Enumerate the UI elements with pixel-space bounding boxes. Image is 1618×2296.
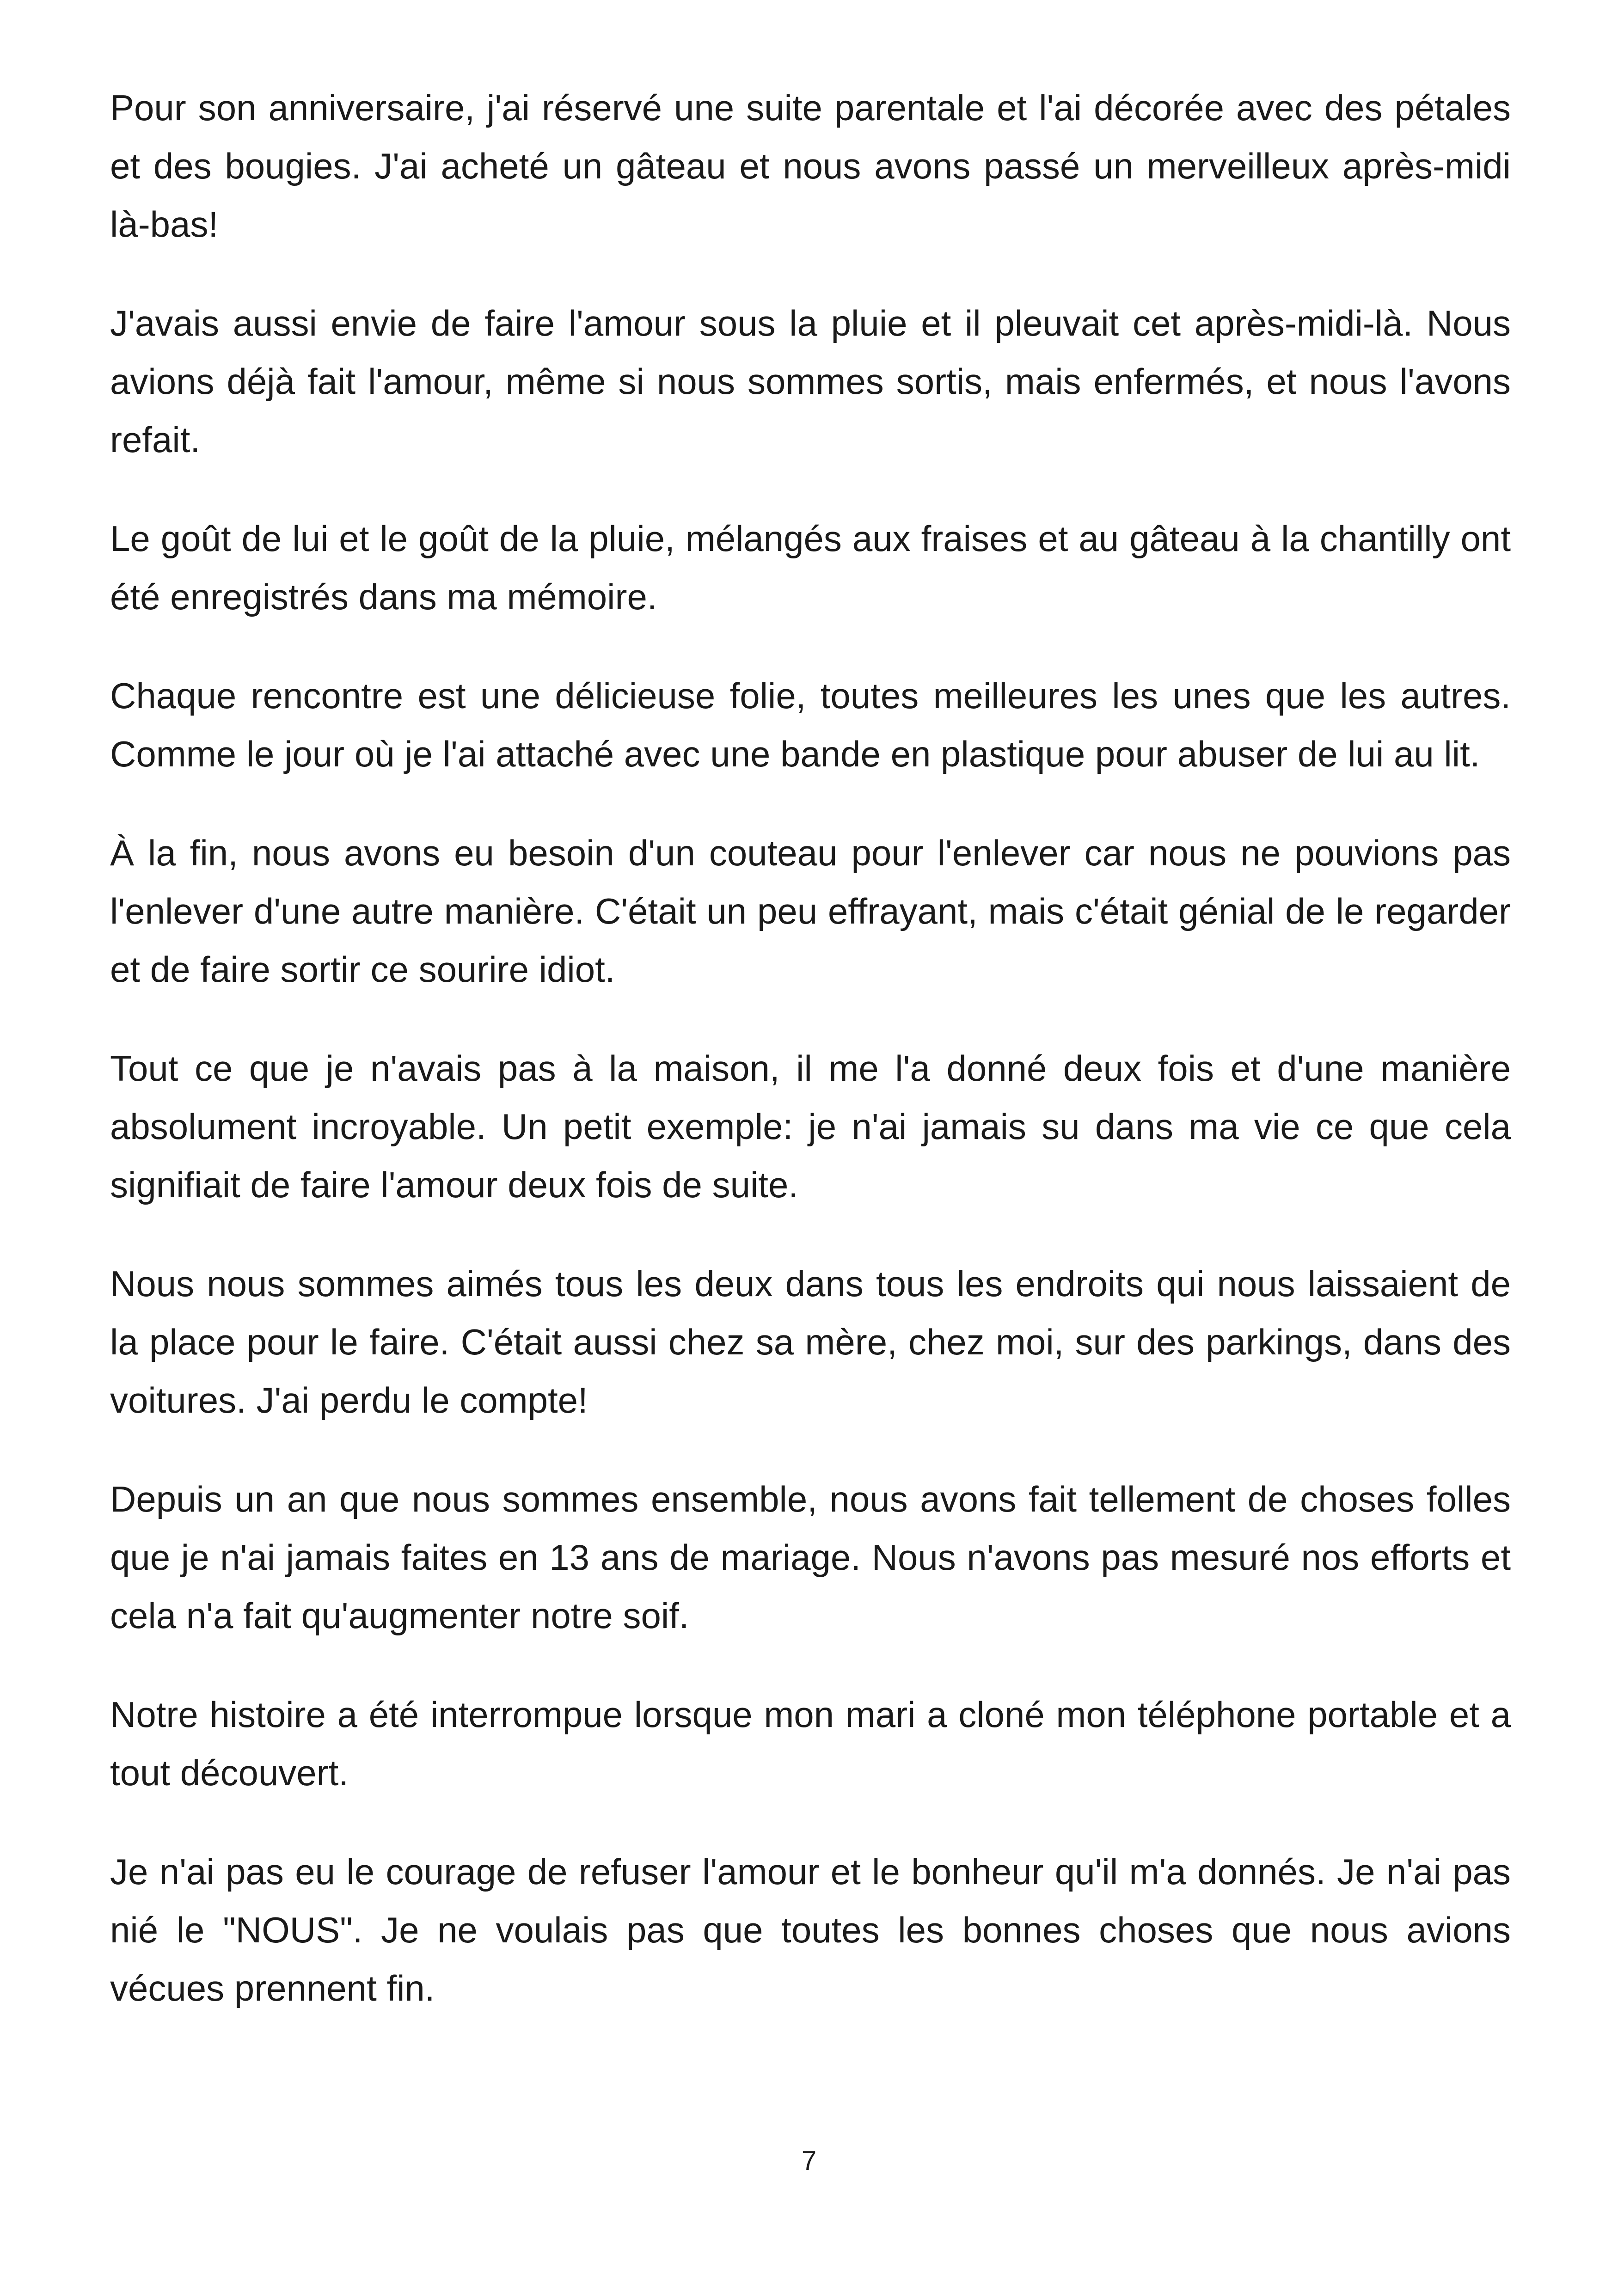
paragraph: Pour son anniversaire, j'ai réservé une suite parentale et l'ai décorée avec des pétales et des bougies. J'ai acheté un gâteau et nous avons passé un merveilleux après-midi là-bas! bbox=[110, 87, 1511, 245]
paragraph: Tout ce que je n'avais pas à la maison, il me l'a donné deux fois et d'une manière absolument incroyable. Un petit exemple: je n'ai jamais su dans ma vie ce que cela signifiait de faire l'amour deux fois de suite. bbox=[110, 1048, 1511, 1205]
paragraph: Nous nous sommes aimés tous les deux dans tous les endroits qui nous laissaient de la place pour le faire. C'était aussi chez sa mère, chez moi, sur des parkings, dans des voitures. J'ai perdu le compte! bbox=[110, 1263, 1511, 1420]
page-number: 7 bbox=[801, 2146, 817, 2176]
paragraph: À la fin, nous avons eu besoin d'un couteau pour l'enlever car nous ne pouvions pas l'enlever d'une autre manière. C'était un peu effrayant, mais c'était génial de le regarder et de faire sortir ce sourire idiot. bbox=[110, 833, 1511, 990]
paragraph: Depuis un an que nous sommes ensemble, nous avons fait tellement de choses folles que je n'ai jamais faites en 13 ans de mariage. Nous n'avons pas mesuré nos efforts et cela n'a fait qu'augmenter notre soif. bbox=[110, 1479, 1511, 1636]
paragraph: Chaque rencontre est une délicieuse folie, toutes meilleures les unes que les autres. Comme le jour où je l'ai attaché avec une bande en plastique pour abuser de lui au lit. bbox=[110, 675, 1511, 774]
paragraph: J'avais aussi envie de faire l'amour sous la pluie et il pleuvait cet après-midi-là. Nous avions déjà fait l'amour, même si nous sommes sortis, mais enfermés, et nous l'avons refait. bbox=[110, 303, 1511, 460]
paragraph: Notre histoire a été interrompue lorsque mon mari a cloné mon téléphone portable et a tout découvert. bbox=[110, 1694, 1511, 1793]
paragraph: Le goût de lui et le goût de la pluie, mélangés aux fraises et au gâteau à la chantilly ont été enregistrés dans ma mémoire. bbox=[110, 518, 1511, 617]
body-text bbox=[110, 79, 1511, 2058]
paragraph: Je n'ai pas eu le courage de refuser l'amour et le bonheur qu'il m'a donnés. Je n'ai pas nié le "NOUS". Je ne voulais pas que toutes les bonnes choses que nous avions vécues prennent fin. bbox=[110, 1851, 1511, 2008]
